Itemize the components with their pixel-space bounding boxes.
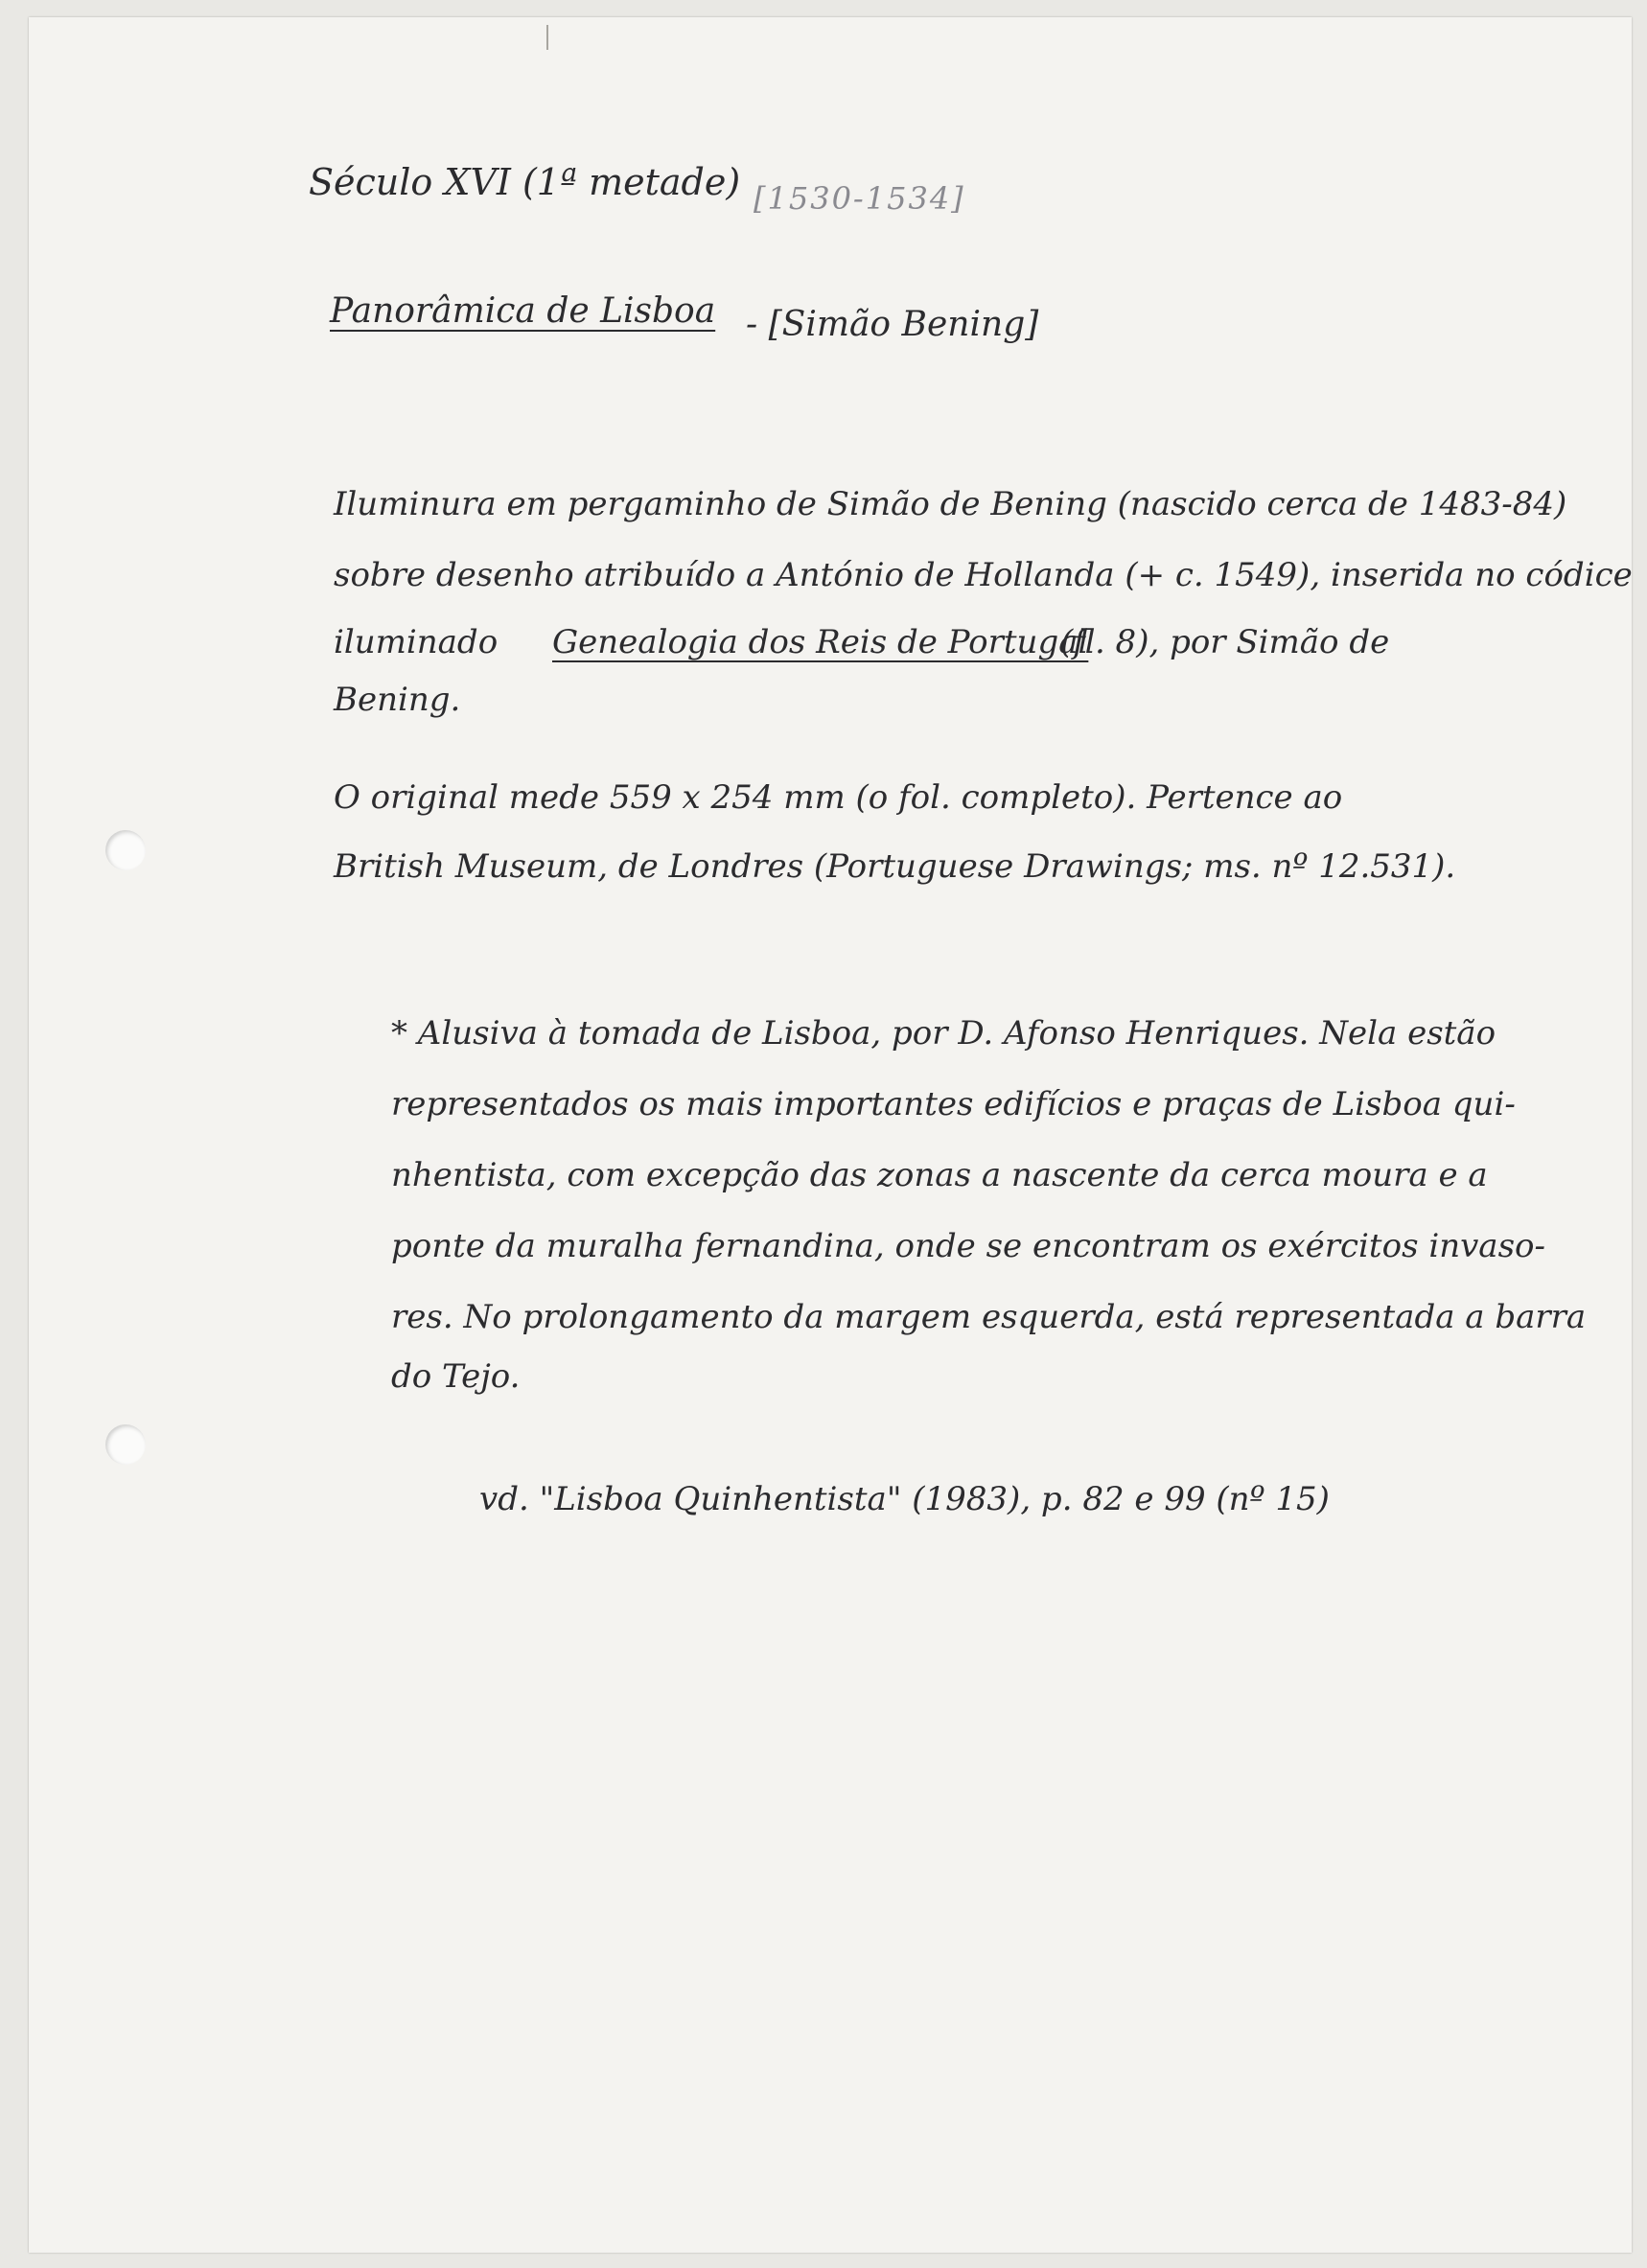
author-attribution: - [Simão Bening] [746,305,1039,344]
note-line3: nhentista, com excepção das zonas a nascente da cerca moura e a [391,1156,1488,1194]
note-line2: representados os mais importantes edifícios e praças de Lisboa qui- [391,1085,1516,1123]
document-title: Panorâmica de Lisboa [330,291,716,331]
note-line5: res. No prolongamento da margem esquerda, está representada a barra [391,1298,1587,1336]
paragraph1-line3-start: iluminado [334,623,499,661]
paragraph2-line1: O original mede 559 x 254 mm (o fol. completo). Pertence ao [334,778,1343,817]
codex-title: Genealogia dos Reis de Portugal [552,623,1089,661]
document-sheet [29,17,1632,2253]
period-heading: Século XVI (1ª metade) [309,161,741,203]
paragraph1-line4: Bening. [334,681,461,719]
date-range: [1530-1534] [754,180,965,217]
note-line4: ponte da muralha fernandina, onde se encontram os exércitos invaso- [391,1227,1545,1265]
note-line1: * Alusiva à tomada de Lisboa, por D. Afonso Henriques. Nela estão [391,1014,1496,1053]
bibliographic-reference: vd. "Lisboa Quinhentista" (1983), p. 82 e 99 (nº 15) [479,1480,1330,1518]
paper-mark [546,25,548,50]
paragraph1-line1: Iluminura em pergaminho de Simão de Bening (nascido cerca de 1483-84) [334,485,1567,523]
punch-hole-bottom [105,1424,146,1465]
note-line6: do Tejo. [391,1357,521,1396]
paragraph1-line2: sobre desenho atribuído a António de Hollanda (+ c. 1549), inserida no códice [334,556,1633,594]
paragraph2-line2: British Museum, de Londres (Portuguese Drawings; ms. nº 12.531). [334,847,1456,886]
punch-hole-top [105,830,146,870]
paragraph1-line3-end: (fl. 8), por Simão de [1060,623,1390,661]
